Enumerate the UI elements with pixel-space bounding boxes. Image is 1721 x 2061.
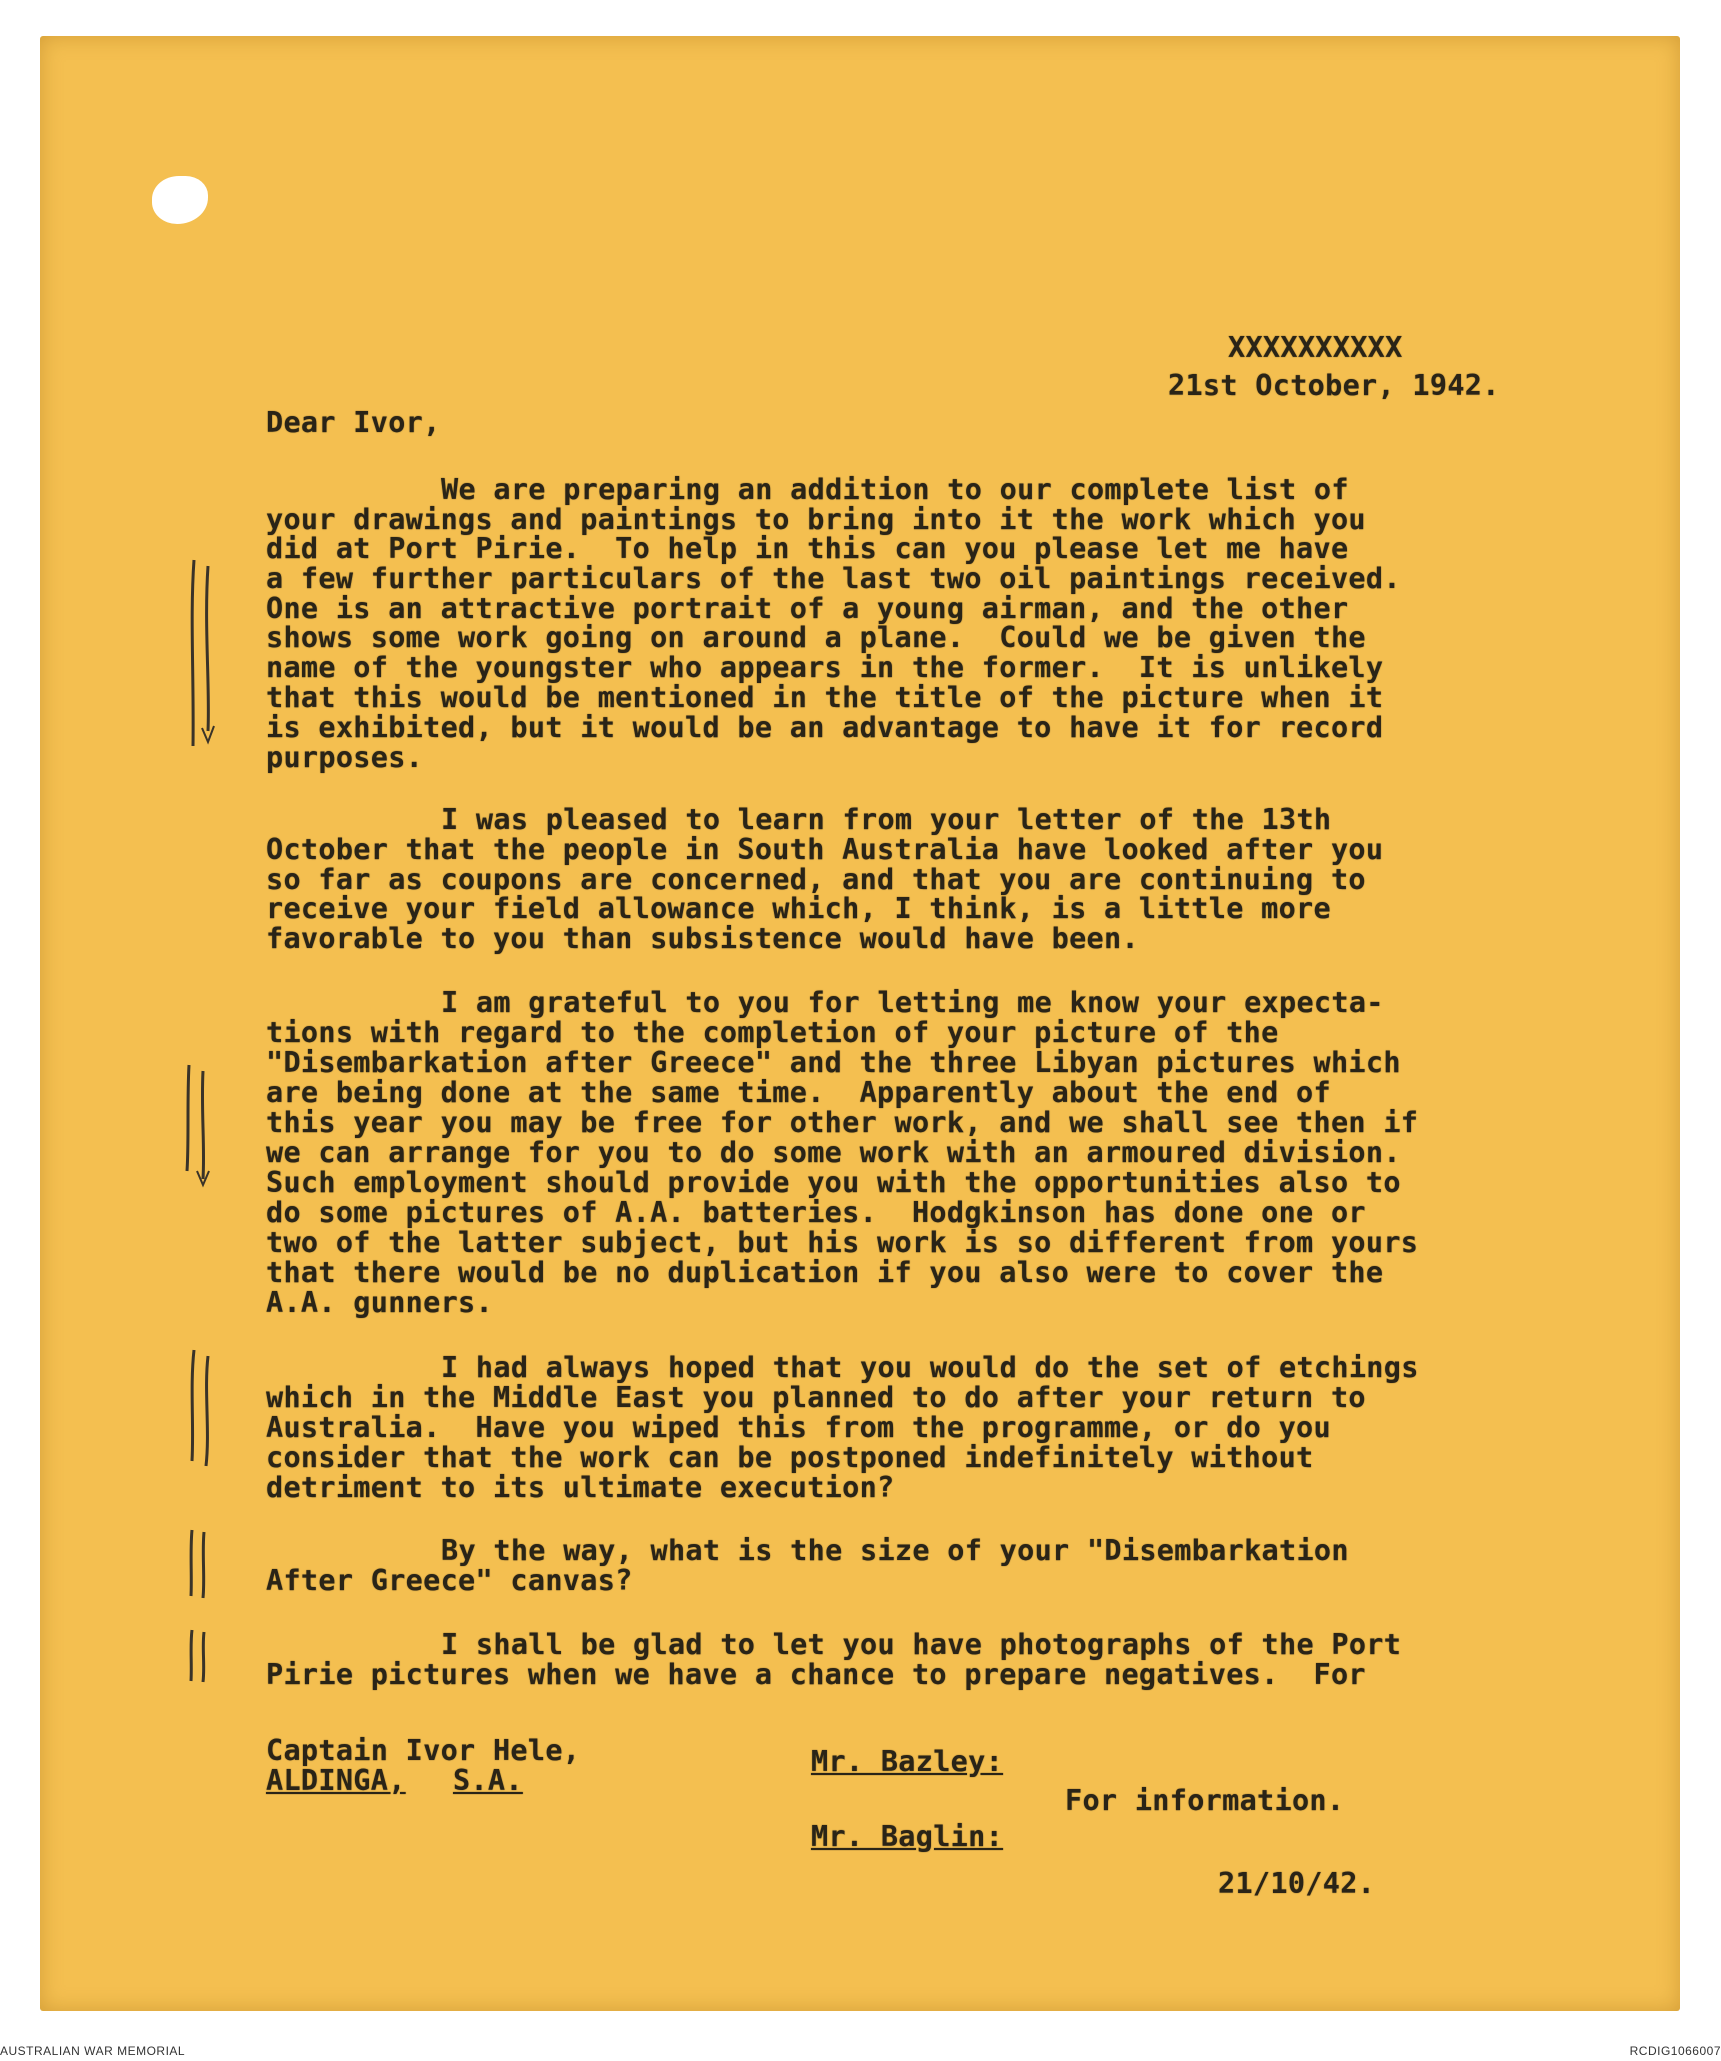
paragraph-1-line-1: We are preparing an addition to our complete list of [441,473,1349,506]
paragraph-1-line-10: purposes. [266,741,424,774]
pencil-margin-mark-3 [180,1346,230,1476]
paragraph-4-line-2: which in the Middle East you planned to do after your return to [266,1381,1366,1414]
paragraph-3-line-3: "Disembarkation after Greece" and the three Libyan pictures which [266,1046,1401,1079]
paragraph-1-line-6: shows some work going on around a plane. Could we be given the [266,621,1366,654]
paragraph-1-line-9: is exhibited, but it would be an advantage to have it for record [266,711,1384,744]
paragraph-3-line-8: do some pictures of A.A. batteries. Hodgkinson has done one or [266,1196,1366,1229]
paragraph-3-line-2: tions with regard to the completion of your picture of the [266,1016,1279,1049]
paragraph-3-line-1: I am grateful to you for letting me know your expecta- [441,986,1384,1019]
paragraph-5-line-2: After Greece" canvas? [266,1564,633,1597]
paragraph-4-line-5: detriment to its ultimate execution? [266,1471,895,1504]
paragraph-6-line-1: I shall be glad to let you have photographs of the Port [441,1628,1402,1661]
paragraph-3-line-7: Such employment should provide you with the opportunities also to [266,1166,1401,1199]
paragraph-2-line-4: receive your field allowance which, I think, is a little more [266,892,1331,925]
pencil-margin-mark-5 [180,1626,220,1686]
letter-date: 21st October, 1942. [1168,369,1500,402]
routing-date: 21/10/42. [1218,1867,1376,1900]
addressee-state: S.A. [453,1764,523,1797]
paragraph-2-line-1: I was pleased to learn from your letter of the 13th [441,803,1332,836]
addressee-name: Captain Ivor Hele, [266,1734,581,1767]
paragraph-3-line-9: two of the latter subject, but his work is so different from yours [266,1226,1419,1259]
letter-page [40,36,1680,2011]
struck-out-reference: XXXXXXXXXX [1228,331,1403,364]
archive-id: RCDIG1066007 [1629,2044,1721,2058]
salutation: Dear Ivor, [266,406,441,439]
paragraph-2-line-5: favorable to you than subsistence would have been. [266,922,1139,955]
paragraph-3-line-10: that there would be no duplication if you also were to cover the [266,1256,1384,1289]
punch-hole [152,176,208,224]
paragraph-4-line-1: I had always hoped that you would do the set of etchings [441,1351,1419,1384]
paragraph-1-line-2: your drawings and paintings to bring into it the work which you [266,503,1366,536]
paragraph-4-line-4: consider that the work can be postponed indefinitely without [266,1441,1314,1474]
pencil-margin-mark-2 [175,1061,225,1191]
addressee-town: ALDINGA, [266,1764,406,1797]
paragraph-2-line-3: so far as coupons are concerned, and that you are continuing to [266,863,1366,896]
routing-bazley: Mr. Bazley: [811,1745,1004,1778]
paragraph-2-line-2: October that the people in South Australia have looked after you [266,833,1384,866]
archive-credit: AUSTRALIAN WAR MEMORIAL [0,2044,186,2058]
paragraph-4-line-3: Australia. Have you wiped this from the programme, or do you [266,1411,1331,1444]
paragraph-1-line-7: name of the youngster who appears in the former. It is unlikely [266,651,1384,684]
paragraph-1-line-4: a few further particulars of the last two oil paintings received. [266,562,1401,595]
paragraph-5-line-1: By the way, what is the size of your "Disembarkation [441,1534,1349,1567]
routing-baglin: Mr. Baglin: [811,1820,1004,1853]
routing-note: For information. [1065,1784,1345,1817]
paragraph-1-line-3: did at Port Pirie. To help in this can you please let me have [266,532,1349,565]
pencil-margin-mark-1 [180,556,230,756]
paragraph-1-line-5: One is an attractive portrait of a young airman, and the other [266,592,1349,625]
paragraph-6-line-2: Pirie pictures when we have a chance to prepare negatives. For [266,1658,1366,1691]
pencil-margin-mark-4 [180,1526,220,1606]
paragraph-1-line-8: that this would be mentioned in the title of the picture when it [266,681,1384,714]
paragraph-3-line-4: are being done at the same time. Apparently about the end of [266,1076,1331,1109]
paragraph-3-line-6: we can arrange for you to do some work with an armoured division. [266,1136,1401,1169]
paragraph-3-line-11: A.A. gunners. [266,1286,493,1319]
paragraph-3-line-5: this year you may be free for other work, and we shall see then if [266,1106,1419,1139]
